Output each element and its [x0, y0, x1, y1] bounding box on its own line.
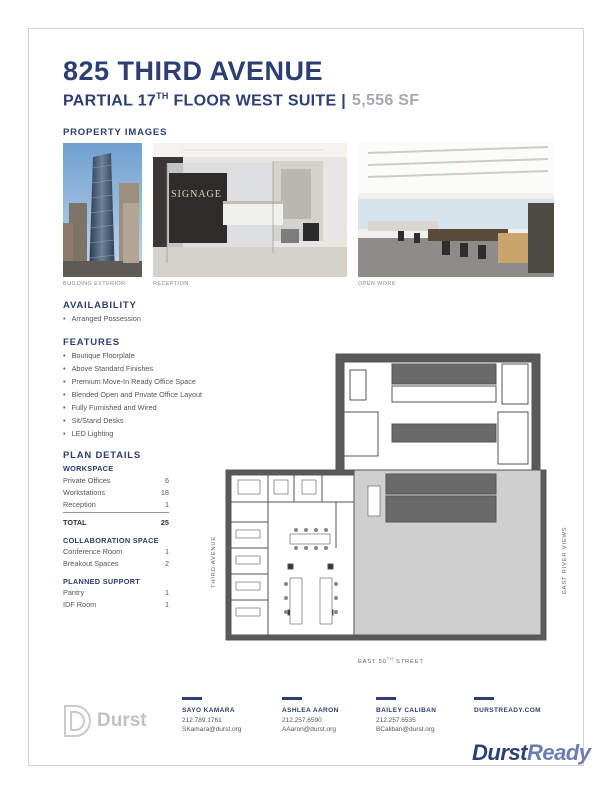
collaboration-label: COLLABORATION SPACE: [63, 536, 159, 545]
contact-accent: [182, 697, 202, 700]
subtitle-suite: FLOOR WEST SUITE |: [168, 92, 346, 110]
signage-text: SIGNAGE: [171, 189, 222, 200]
plan-details-heading: PLAN DETAILS: [63, 450, 142, 461]
property-images-heading: PROPERTY IMAGES: [63, 127, 168, 138]
contact-phone[interactable]: 212.789.1761: [182, 716, 222, 724]
plan-row: [63, 587, 169, 599]
list-item: • Sit/Stand Desks: [63, 414, 202, 427]
street-label-bottom: [358, 656, 424, 665]
contact-name: SAYO KAMARA: [182, 707, 235, 714]
floor-plan: [224, 352, 548, 644]
website-accent: [474, 697, 494, 700]
contact-card: [182, 706, 241, 735]
page-subtitle: [63, 91, 419, 110]
durst-ready-logo-a: Durst: [472, 740, 527, 765]
durst-logo-text: Durst: [97, 710, 147, 731]
plan-row: [63, 487, 169, 499]
plan-row-name: Workstations: [63, 488, 106, 497]
street-bottom-suffix: STREET: [393, 658, 424, 665]
street-bottom-prefix: EAST 50: [358, 658, 387, 665]
plan-row-value: 1: [164, 500, 169, 509]
durst-ready-logo-b: Ready: [526, 740, 591, 765]
plan-row-value: 2: [164, 559, 169, 568]
plan-row-name: IDF Room: [63, 600, 97, 609]
plan-total-value: 25: [160, 518, 169, 527]
plan-row-value: 1: [164, 600, 169, 609]
plan-row-name: Pantry: [63, 588, 85, 597]
contact-name: ASHLEA AARON: [282, 707, 339, 714]
reception-image: [153, 143, 347, 277]
durst-logo: [63, 704, 149, 738]
list-item: • Boutique Floorplate: [63, 349, 202, 362]
plan-row: [63, 599, 169, 611]
contact-email[interactable]: AAaron@durst.org: [282, 726, 336, 733]
features-list: [63, 349, 202, 440]
workspace-label: WORKSPACE: [63, 464, 114, 473]
contact-card: [376, 706, 436, 735]
contact-accent: [282, 697, 302, 700]
list-item: • Fully Furnished and Wired: [63, 401, 202, 414]
plan-row: [63, 475, 169, 487]
plan-row-value: 6: [164, 476, 169, 485]
features-heading: FEATURES: [63, 337, 120, 348]
plan-row-name: Reception: [63, 500, 96, 509]
list-item: • Above Standard Finishes: [63, 362, 202, 375]
suite-size: 5,556 SF: [352, 92, 420, 110]
plan-row-name: Breakout Spaces: [63, 559, 119, 568]
street-label-left: THIRD AVENUE: [211, 535, 217, 588]
subtitle-sup: TH: [156, 91, 169, 101]
plan-row: [63, 546, 169, 558]
list-item: • Arranged Possession: [63, 312, 141, 325]
contact-name: BAILEY CALIBAN: [376, 707, 437, 714]
availability-heading: AVAILABILITY: [63, 300, 137, 311]
plan-row-value: 18: [160, 488, 169, 497]
contact-card: [282, 706, 339, 735]
plan-row-name: Private Offices: [63, 476, 111, 485]
total-divider: [63, 512, 169, 513]
subtitle-floor: PARTIAL 17: [63, 92, 157, 110]
website-link[interactable]: DURSTREADY.COM: [474, 707, 541, 714]
building-exterior-image: [63, 143, 142, 277]
caption-reception: RECEPTION: [153, 281, 189, 287]
contact-phone[interactable]: 212.257.6535: [376, 716, 416, 724]
plan-row-value: 1: [164, 547, 169, 556]
planned-support-label: PLANNED SUPPORT: [63, 577, 141, 586]
availability-list: [63, 312, 141, 325]
contact-phone[interactable]: 212.257.6590: [282, 716, 322, 724]
contact-email[interactable]: SKamara@durst.org: [182, 726, 242, 733]
list-item: • LED Lighting: [63, 427, 202, 440]
plan-row-value: 1: [164, 588, 169, 597]
plan-total-name: TOTAL: [63, 518, 87, 527]
plan-row: [63, 499, 169, 511]
open-work-image: [358, 143, 554, 277]
contact-accent: [376, 697, 396, 700]
street-label-right: EAST RIVER VIEWS: [562, 526, 568, 594]
contact-email[interactable]: BCaliban@durst.org: [376, 726, 435, 733]
list-item: • Premium Move-In Ready Office Space: [63, 375, 202, 388]
plan-row-name: Conference Room: [63, 547, 123, 556]
page-title: 825 THIRD AVENUE: [63, 56, 324, 86]
street-bottom-sup: TH: [386, 656, 394, 661]
durst-ready-logo: [472, 740, 591, 766]
caption-open-work: OPEN WORK: [358, 281, 396, 287]
website-block: [474, 706, 541, 716]
plan-row: [63, 558, 169, 570]
list-item: • Blended Open and Private Office Layout: [63, 388, 202, 401]
caption-building-exterior: BUILDING EXTERIOR: [63, 281, 126, 287]
plan-total-row: [63, 517, 169, 529]
